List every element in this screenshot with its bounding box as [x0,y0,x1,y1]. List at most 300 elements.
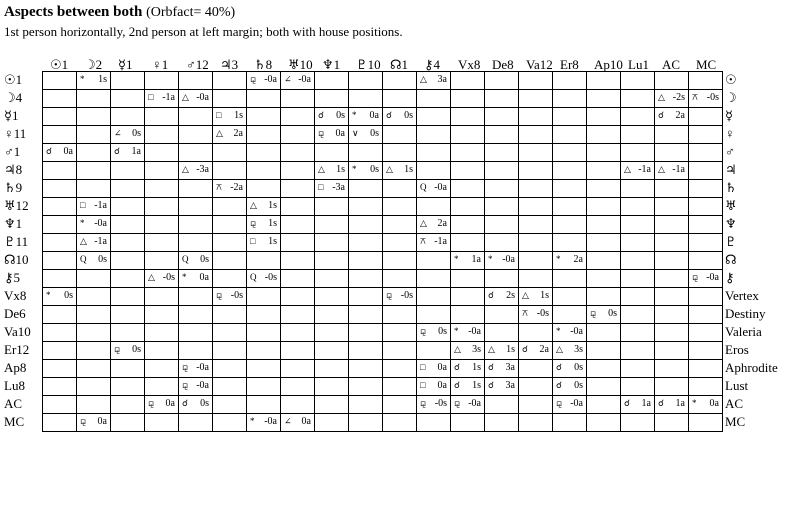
orb-value: 3a [505,380,515,391]
aspect-cell [281,324,315,342]
aspect-cell [519,72,553,90]
aspect-cell [383,198,417,216]
aspect-cell [485,288,519,306]
aspect-cell [383,126,417,144]
aspect-cell [621,324,655,342]
orb-value: 0s [132,128,141,139]
aspect-glyph: ☌ [182,398,189,408]
aspect-cell [383,144,417,162]
aspect-cell [485,108,519,126]
aspect-cell [451,180,485,198]
aspect-cell [43,180,77,198]
aspect-cell [655,108,689,126]
row-label-right: ♆ [725,216,737,231]
aspect-cell [587,198,621,216]
aspect-glyph: ⚼ [250,218,257,228]
aspect-glyph: * [80,218,85,228]
aspect-cell [655,378,689,396]
table-row [43,108,723,126]
aspect-cell [417,342,451,360]
aspect-glyph: ☌ [658,398,665,408]
orb-value: 1s [98,74,107,85]
aspect-cell [315,162,349,180]
orb-value: 2a [675,110,685,121]
aspect-cell [77,324,111,342]
aspect-cell [145,414,179,432]
aspect-cell [77,288,111,306]
orb-value: -1a [94,200,107,211]
row-label-right: ☽ [725,90,737,105]
aspect-glyph: △ [216,128,223,138]
aspect-cell [213,360,247,378]
aspect-cell [111,414,145,432]
orb-value: 3s [472,344,481,355]
aspect-cell [145,108,179,126]
orb-value: -0s [264,272,277,283]
aspect-cell [621,414,655,432]
orb-value: -0a [264,416,277,427]
orb-value: 0s [370,164,379,175]
aspect-cell [655,324,689,342]
aspect-cell [179,162,213,180]
aspect-cell [315,234,349,252]
row-label-left: ♀11 [4,126,27,141]
aspect-glyph: ⚼ [114,344,121,354]
aspect-cell [77,234,111,252]
aspect-cell [485,90,519,108]
aspect-cell [417,324,451,342]
aspect-glyph: ∠ [284,74,292,84]
aspect-cell [315,396,349,414]
aspect-cell [689,324,723,342]
aspect-cell [553,360,587,378]
orb-value: 1s [472,362,481,373]
orb-value: 1s [506,344,515,355]
aspect-glyph: △ [182,92,189,102]
aspect-cell [689,126,723,144]
aspect-cell [587,216,621,234]
aspect-cell [111,144,145,162]
orb-value: -0a [196,362,209,373]
orb-value: 0s [336,110,345,121]
aspect-cell [553,144,587,162]
column-header: ☿1 [118,57,133,72]
aspect-cell [519,324,553,342]
aspect-cell [111,252,145,270]
aspect-cell [519,180,553,198]
aspect-cell [145,360,179,378]
aspect-glyph: ☌ [454,380,461,390]
aspect-cell [451,126,485,144]
aspect-glyph: △ [454,344,461,354]
table-row [43,162,723,180]
aspect-cell [655,234,689,252]
aspect-glyph: △ [420,218,427,228]
aspect-cell [247,396,281,414]
aspect-cell [77,360,111,378]
aspect-cell [43,198,77,216]
row-label-right: ⚷ [725,270,735,285]
aspect-cell [655,270,689,288]
aspect-cell [485,162,519,180]
aspect-cell [621,180,655,198]
aspect-cell [655,126,689,144]
aspect-cell [383,234,417,252]
aspect-cell [179,360,213,378]
orb-value: 2s [506,290,515,301]
aspect-cell [43,306,77,324]
aspect-cell [587,90,621,108]
aspect-cell [417,252,451,270]
aspect-cell [383,162,417,180]
table-row [43,72,723,90]
aspect-cell [111,198,145,216]
aspect-cell [281,396,315,414]
aspect-glyph: □ [420,362,426,372]
aspect-cell [145,198,179,216]
orb-value: 0s [608,308,617,319]
aspect-cell [383,306,417,324]
column-header: ♃3 [220,57,239,72]
aspect-cell [315,414,349,432]
orb-value: 0a [63,146,73,157]
aspect-glyph: * [46,290,51,300]
aspect-cell [451,162,485,180]
aspect-cell [281,90,315,108]
aspect-cell [315,90,349,108]
table-row [43,324,723,342]
aspect-cell [281,360,315,378]
aspect-cell [247,342,281,360]
aspect-cell [247,162,281,180]
table-row [43,396,723,414]
aspect-cell [383,270,417,288]
aspect-cell [485,324,519,342]
aspect-cell [315,216,349,234]
aspect-cell [587,306,621,324]
table-row [43,144,723,162]
row-label-right: ♄ [725,180,737,195]
orb-value: -3a [332,182,345,193]
aspect-cell [417,396,451,414]
orbfact-text: (Orbfact= 40%) [146,5,236,20]
aspect-cell [349,180,383,198]
orb-value: -0a [570,326,583,337]
orb-value: -0s [706,92,719,103]
aspect-cell [213,162,247,180]
aspect-cell [281,72,315,90]
aspect-glyph: ⚼ [182,362,189,372]
row-label-right: Lust [725,378,749,393]
aspect-cell [77,144,111,162]
orb-value: -0s [162,272,175,283]
aspect-cell [689,288,723,306]
aspect-cell [451,72,485,90]
aspect-glyph: ⚼ [556,398,563,408]
aspect-cell [587,324,621,342]
aspect-cell [451,306,485,324]
aspect-cell [587,288,621,306]
aspect-glyph: Q [80,254,87,264]
aspect-cell [43,270,77,288]
orb-value: -0s [536,308,549,319]
row-label-left: ☽4 [4,90,23,105]
aspect-glyph: △ [658,92,665,102]
aspect-glyph: ⚻ [522,308,528,318]
aspect-cell [655,90,689,108]
aspect-cell [655,396,689,414]
aspect-cell [247,306,281,324]
aspect-glyph: ☌ [454,362,461,372]
aspect-cell [349,414,383,432]
aspect-cell [213,378,247,396]
aspect-cell [553,216,587,234]
aspect-cell [417,90,451,108]
orb-value: -0a [468,398,481,409]
aspect-cell [417,234,451,252]
page-title [4,4,235,21]
orb-value: 1s [472,380,481,391]
aspect-cell [621,360,655,378]
aspect-cell [315,288,349,306]
aspect-cell [213,198,247,216]
aspect-glyph: ☌ [46,146,53,156]
aspect-cell [451,396,485,414]
orb-value: 3a [505,362,515,373]
aspect-cell [689,180,723,198]
column-header: ♀1 [152,57,169,72]
aspect-cell [213,270,247,288]
aspect-glyph: △ [250,200,257,210]
row-label-right: MC [725,414,746,429]
aspect-cell [417,180,451,198]
aspect-cell [655,162,689,180]
aspect-cell [689,360,723,378]
aspect-glyph: ∠ [114,128,122,138]
aspect-cell [553,180,587,198]
aspect-cell [77,270,111,288]
orb-value: -3a [196,164,209,175]
aspect-glyph: ⚼ [318,128,325,138]
aspect-cell [145,180,179,198]
column-header: ♅10 [288,57,313,72]
aspect-glyph: Q [182,254,189,264]
aspect-cell [179,144,213,162]
aspect-cell [145,342,179,360]
aspect-cell [553,342,587,360]
aspect-cell [553,90,587,108]
aspect-glyph: △ [182,164,189,174]
column-header: ♄8 [254,57,273,72]
aspect-cell [145,252,179,270]
aspect-cell [247,108,281,126]
orb-value: -1a [638,164,651,175]
aspect-cell [417,72,451,90]
row-label-right: ♃ [725,162,737,177]
aspect-glyph: △ [318,164,325,174]
aspect-cell [281,216,315,234]
column-header: Ap10 [594,57,623,72]
aspect-cell [655,144,689,162]
aspect-cell [655,414,689,432]
table-row [43,306,723,324]
table-row [43,360,723,378]
aspect-cell [315,252,349,270]
aspect-cell [383,288,417,306]
orb-value: 0a [301,416,311,427]
aspect-cell [519,234,553,252]
aspect-cell [383,324,417,342]
aspect-cell [587,378,621,396]
row-label-left: Va10 [4,324,31,339]
aspect-cell [621,396,655,414]
aspect-cell [519,162,553,180]
orb-value: 2a [233,128,243,139]
aspect-glyph: ☌ [556,380,563,390]
aspect-cell [77,216,111,234]
aspect-cell [213,342,247,360]
aspect-cell [553,324,587,342]
aspect-cell [349,378,383,396]
aspect-cell [213,180,247,198]
aspect-glyph: △ [522,290,529,300]
aspect-cell [383,252,417,270]
aspect-cell [145,378,179,396]
aspect-glyph: ☌ [624,398,631,408]
aspect-cell [519,360,553,378]
aspect-cell [111,288,145,306]
aspect-cell [485,252,519,270]
orb-value: 0a [709,398,719,409]
aspect-cell [587,234,621,252]
aspect-cell [281,306,315,324]
aspect-cell [621,288,655,306]
aspect-glyph: ☌ [488,362,495,372]
aspect-cell [383,378,417,396]
orb-value: 0a [335,128,345,139]
row-label-right: ♂ [725,144,735,159]
orb-value: 1s [336,164,345,175]
aspect-cell [587,180,621,198]
orb-value: -0a [196,92,209,103]
aspect-cell [145,270,179,288]
aspect-cell [417,216,451,234]
aspect-cell [43,90,77,108]
aspect-cell [77,180,111,198]
aspect-cell [179,396,213,414]
aspect-cell [145,324,179,342]
aspect-cell [247,198,281,216]
row-label-left: Vx8 [4,288,27,303]
aspect-cell [621,378,655,396]
orb-value: 0s [438,326,447,337]
aspect-cell [383,90,417,108]
aspect-cell [621,216,655,234]
aspect-cell [179,90,213,108]
aspect-cell [111,162,145,180]
aspect-cell [417,108,451,126]
aspect-cell [179,414,213,432]
aspect-cell [383,72,417,90]
aspect-cell [281,126,315,144]
table-row [43,126,723,144]
aspect-cell [689,72,723,90]
aspect-cell [417,270,451,288]
orb-value: 0s [98,254,107,265]
row-label-left: ♆1 [4,216,23,231]
aspect-cell [655,180,689,198]
column-header: ♇10 [356,57,381,72]
column-header: ☊1 [390,57,409,72]
aspect-cell [179,342,213,360]
aspect-cell [349,288,383,306]
aspect-cell [383,396,417,414]
aspect-cell [145,90,179,108]
aspect-glyph: * [556,326,561,336]
aspect-cell [77,396,111,414]
aspect-cell [349,324,383,342]
aspect-cell [587,252,621,270]
aspect-glyph: ☌ [386,110,393,120]
aspect-cell [485,342,519,360]
aspect-glyph: * [352,110,357,120]
aspect-glyph: □ [318,182,324,192]
aspect-cell [179,378,213,396]
aspect-cell [77,306,111,324]
aspect-cell [689,252,723,270]
row-label-right: Destiny [725,306,766,321]
aspect-cell [349,198,383,216]
aspect-cell [213,324,247,342]
orb-value: 0s [370,128,379,139]
aspect-glyph: ⚼ [182,380,189,390]
table-row [43,180,723,198]
table-row [43,198,723,216]
aspect-cell [145,162,179,180]
row-label-left: ☉1 [4,72,23,87]
row-label-right: Vertex [725,288,759,303]
aspect-cell [247,72,281,90]
orb-value: 1a [131,146,141,157]
orb-value: -1a [94,236,107,247]
orb-value: 0s [200,254,209,265]
aspect-cell [43,288,77,306]
aspect-cell [553,396,587,414]
aspect-glyph: □ [148,92,154,102]
column-header: Vx8 [458,57,481,72]
aspect-cell [247,126,281,144]
aspect-cell [587,342,621,360]
orb-value: 2a [539,344,549,355]
aspect-glyph: ⚼ [420,398,427,408]
aspect-cell [43,252,77,270]
row-label-right: ☉ [725,72,737,87]
aspect-cell [519,306,553,324]
aspect-grid [42,71,723,432]
aspect-cell [519,288,553,306]
row-label-left: ⚷5 [4,270,21,285]
row-label-left: ♃8 [4,162,23,177]
aspect-cell [587,126,621,144]
aspect-cell [689,162,723,180]
aspect-cell [111,324,145,342]
aspect-cell [553,288,587,306]
aspect-cell [689,144,723,162]
aspect-glyph: * [454,326,459,336]
aspect-cell [689,396,723,414]
orb-value: 0a [165,398,175,409]
orb-value: 1a [641,398,651,409]
